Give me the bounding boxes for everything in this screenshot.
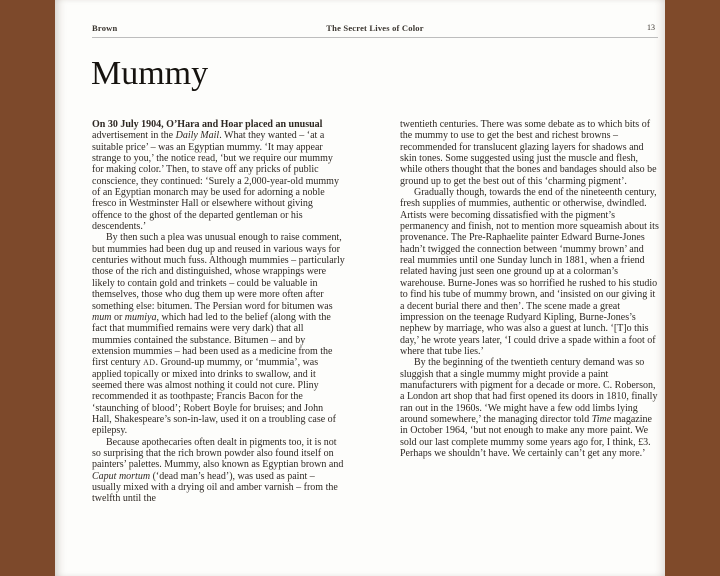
text-run: (‘dead man’s head’), was used as paint – usually mixed with a drying oil and amber varnish – from the twelfth until the: [92, 470, 338, 505]
text-run: Time: [591, 413, 612, 425]
text-columns: [92, 119, 661, 505]
book-cover-left: [0, 0, 55, 576]
column-left: [92, 119, 345, 505]
text-run: , which had led to the belief (along with the fact that mummified remains were very dark) that all mummies contained the substance. Bitumen – and by extension mummies – had been used as a medicine from the first century: [92, 311, 333, 369]
paragraph: [92, 119, 345, 232]
header-section-label: Brown: [92, 23, 118, 33]
text-run: . Ground-up mummy, or ‘mummia’, was applied topically or mixed into drinks to swallow, and it seemed there was almost nothing it could not cure. Pliny recommended it as toothpaste; Francis Bacon for the ‘staunching of blood’; Robert Boyle for bruises; and John Hall, Shakespeare’s son-in-law, used it on a troubling case of epilepsy.: [92, 357, 337, 437]
book-cover-right: [665, 0, 720, 576]
text-run: By then such a plea was unusual enough to raise comment, but mummies had been dug up and reused in various ways for centuries without much fuss. Although mummies – particularly those of the rich and distinguished, whose wrappings were likely to contain gold and trinkets – could be valuable in themselves, those who dug them up were more often after something else: bitumen. The Persian word for bitumen was: [92, 232, 345, 312]
text-run: Daily Mail: [175, 130, 220, 142]
book-page: [55, 0, 665, 576]
paragraph: [92, 437, 345, 505]
text-run: advertisement in the: [92, 130, 176, 142]
running-header: [92, 21, 658, 38]
text-run: On 30 July 1904, O’Hara and Hoar placed an unusual: [92, 119, 323, 130]
page-number: 13: [647, 23, 655, 32]
paragraph: [92, 232, 345, 436]
text-run: magazine in October 1964, ‘but not enough to make any more paint. We sold our last complete mummy some years ago for, I think, £3. Perhaps we shouldn’t have. We certainly can’t get any more.’: [400, 413, 652, 459]
text-run: or: [111, 311, 125, 323]
text-run: By the beginning of the twentieth century demand was so sluggish that a single mummy might provide a paint manufacturers with pigment for a decade or more. C. Roberson, a London art shop that had first opened its doors in 1810, finally ran out in the 1960s. ‘We might have a few odd limbs lying around somewhere,’ the managing director told: [400, 357, 658, 425]
text-run: twentieth centuries. There was some debate as to which bits of the mummy to use to get the best and richest browns – recommended for translucent glazing layers for shadows and skin tones. Some suggested using just the muscle and flesh, while others thought that the bones and bandages should also be ground up to get the best out of this ‘charming pigment’.: [400, 119, 657, 187]
paragraph: [400, 357, 661, 459]
text-run: Because apothecaries often dealt in pigments too, it is not so surprising that the rich brown powder also found itself on painters’ palettes. Mummy, also known as Egyptian brown and: [92, 436, 344, 471]
text-run: . What they wanted – ‘at a suitable price’ – was an Egyptian mummy. ‘It may appear strange to you,’ the notice read, ‘but we require our mummy for making color.’ Then, to stave off any pricks of public conscience, they continued: ‘Surely a 2,000-year-old mummy of an Egyptian monarch may be used for adorning a noble fresco in Westminster Hall or elsewhere without giving offence to the ghost of the departed gentleman or his descendents.’: [92, 130, 339, 233]
paragraph: [400, 187, 661, 357]
text-run: Gradually though, towards the end of the nineteenth century, fresh supplies of mummies, authentic or otherwise, dwindled. Artists were becoming dissatisfied with the pigment’s permanency and finish, not to mention more squeamish about its provenance. The Pre-Raphaelite painter Edward Burne-Jones hadn’t twigged the connection between ‘mummy brown’ and real mummies until one Sunday lunch in 1881, when a friend related having just seen one ground up at a colorman’s warehouse. Burne-Jones was so horrified he rushed to his studio to find his tube of mummy brown, and ‘insisted on our giving it a decent burial there and then’. The scene made a great impression on the teenage Rudyard Kipling, Burne-Jones’s nephew by marriage, who was also a guest at lunch. ‘[T]o this day,’ he wrote years later, ‘I could drive a spade within a foot of where that tube lies.’: [400, 187, 659, 357]
text-run: Caput mortum: [92, 470, 151, 482]
text-run: mumiya: [124, 311, 157, 323]
header-book-title: The Secret Lives of Color: [326, 23, 424, 33]
text-run: AD: [143, 358, 156, 368]
paragraph: [400, 119, 661, 187]
text-run: mum: [92, 311, 112, 323]
chapter-title: Mummy: [91, 55, 209, 92]
column-right: [400, 119, 661, 505]
